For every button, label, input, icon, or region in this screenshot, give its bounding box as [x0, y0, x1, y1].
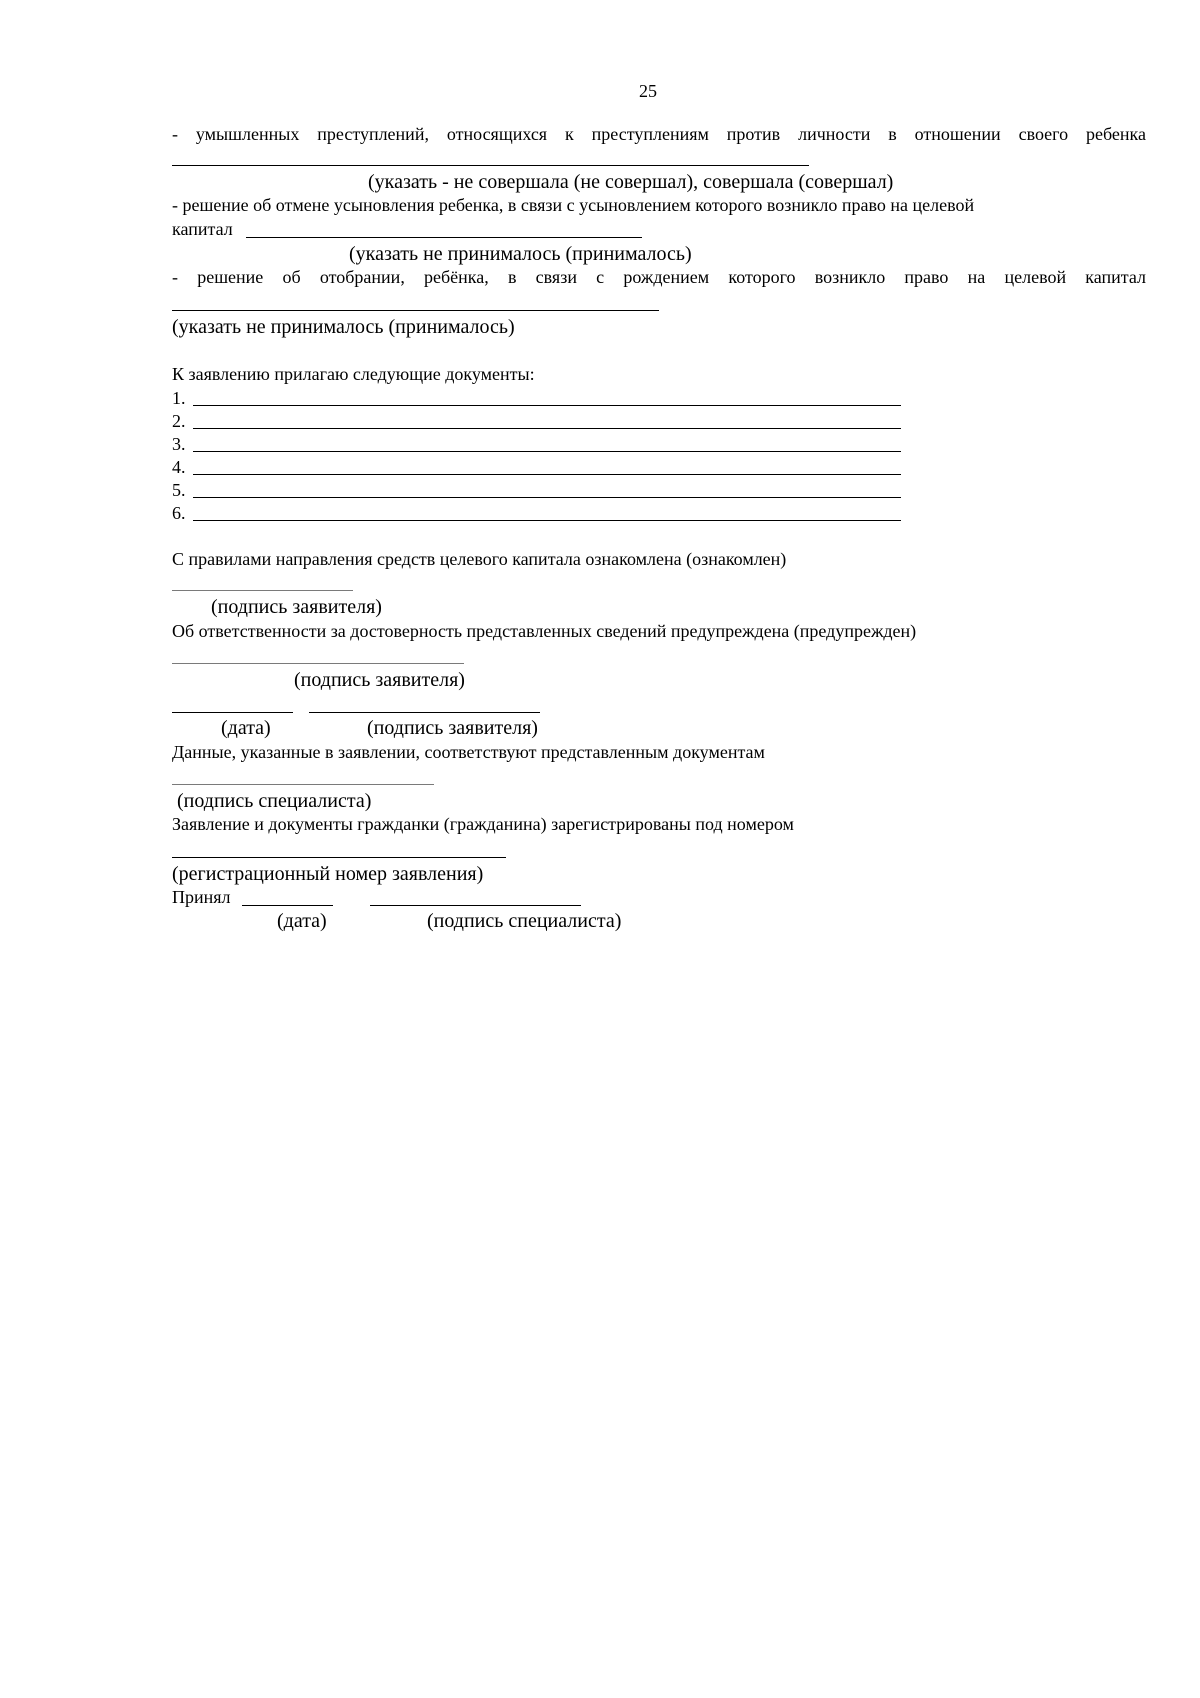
specialist-signature-hint: (подпись специалиста)	[177, 790, 372, 812]
accepted-date-hint: (дата)	[277, 910, 327, 932]
applicant-signature-hint: (подпись заявителя)	[367, 717, 538, 739]
specialist-text: Данные, указанные в заявлении, соответствуют представленным документам	[172, 742, 765, 762]
criminal-hint: (указать - не совершала (не совершал), совершала (совершал)	[368, 171, 894, 193]
document-item-line[interactable]	[193, 451, 901, 452]
registration-number-line[interactable]	[172, 857, 506, 858]
signature-line[interactable]	[309, 712, 540, 713]
removal-hint: (указать не принималось (принималось)	[172, 316, 515, 338]
accepted-signature-hint: (подпись специалиста)	[427, 910, 622, 932]
date-line[interactable]	[172, 712, 293, 713]
adoption-fill-line[interactable]	[246, 237, 642, 238]
adoption-hint: (указать не принималось (принималось)	[349, 243, 692, 265]
rules-signature-line[interactable]	[172, 590, 353, 591]
document-item-line[interactable]	[193, 520, 901, 521]
date-hint: (дата)	[221, 717, 271, 739]
document-item-number: 5.	[172, 480, 186, 500]
accepted-date-line[interactable]	[242, 905, 333, 906]
document-item-number: 2.	[172, 411, 186, 431]
removal-fill-line[interactable]	[172, 310, 659, 311]
page-number: 25	[639, 81, 657, 101]
adoption-line: - решение об отмене усыновления ребенка, в связи с усыновлением которого возникло право на целевой	[172, 195, 975, 215]
specialist-signature-line[interactable]	[172, 784, 434, 785]
removal-line: - решение об отобрании, ребёнка, в связи с рождением которого возникло право на целевой капитал	[172, 267, 1146, 287]
registration-text: Заявление и документы гражданки (гражданина) зарегистрированы под номером	[172, 814, 794, 834]
rules-text: С правилами направления средств целевого капитала ознакомлена (ознакомлен)	[172, 549, 787, 569]
responsibility-signature-line[interactable]	[172, 663, 464, 664]
adoption-capital-label: капитал	[172, 219, 233, 239]
criminal-fill-line[interactable]	[172, 165, 809, 166]
document-item-number: 6.	[172, 503, 186, 523]
document-item-line[interactable]	[193, 497, 901, 498]
document-item-number: 4.	[172, 457, 186, 477]
accepted-signature-line[interactable]	[370, 905, 581, 906]
documents-heading: К заявлению прилагаю следующие документы:	[172, 364, 535, 384]
responsibility-text: Об ответственности за достоверность представленных сведений предупреждена (предупрежден)	[172, 621, 917, 641]
accepted-label: Принял	[172, 887, 231, 907]
document-item-line[interactable]	[193, 405, 901, 406]
responsibility-signature-hint: (подпись заявителя)	[294, 669, 465, 691]
registration-number-hint: (регистрационный номер заявления)	[172, 863, 484, 885]
rules-signature-hint: (подпись заявителя)	[211, 596, 382, 618]
document-item-line[interactable]	[193, 474, 901, 475]
document-item-number: 3.	[172, 434, 186, 454]
criminal-line: - умышленных преступлений, относящихся к преступлениям против личности в отношении своего ребенка	[172, 124, 1146, 144]
document-item-number: 1.	[172, 388, 186, 408]
document-item-line[interactable]	[193, 428, 901, 429]
